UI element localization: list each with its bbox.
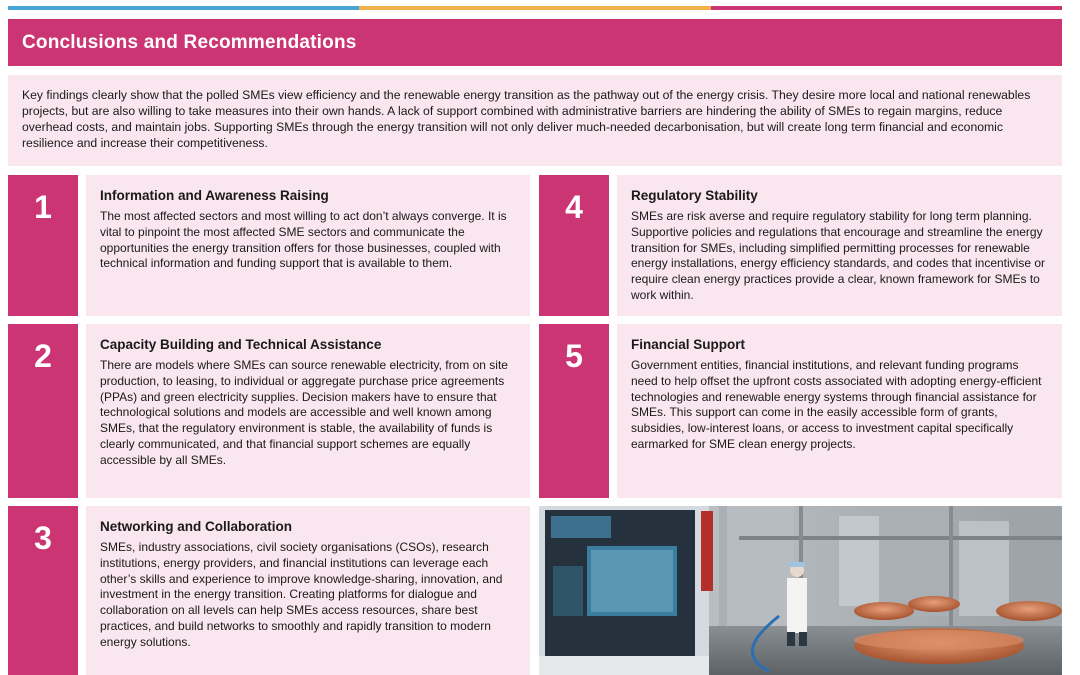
- rec-2-text: There are models where SMEs can source renewable electricity, from on site production, to leasing, to individual or aggregate purchase price agreements (PPAs) and green electricity supplies. Decision makers have to ensure that technological solutions and models are accessible and well known among SMEs, that the regulatory environment is stable, the availability of funds is clearly communicated, and that financial support schemes are equally accessible by all SMEs.: [100, 358, 508, 467]
- intro-panel: [8, 75, 1062, 166]
- top-bar-pink: [711, 6, 1062, 10]
- rec-3-number: 3: [8, 506, 78, 675]
- rec-4-number: 4: [539, 175, 609, 316]
- top-bar-orange: [359, 6, 710, 10]
- rec-5-text: Government entities, financial institutions, and relevant funding programs need to help offset the upfront costs associated with adopting energy-efficient technologies and renewable energy systems through financial assistance for SMEs. This support can come in the easily accessible form of grants, subsidies, low-interest loans, or access to investment capital specifically earmarked for SME clean energy projects.: [631, 358, 1042, 451]
- rec-1-number: 1: [8, 175, 78, 316]
- rec-3-title: Networking and Collaboration: [100, 519, 293, 534]
- rec-4-panel: [617, 175, 1062, 316]
- rec-4-text: SMEs are risk averse and require regulatory stability for long term planning. Supportive policies and regulations that encourage and streamline the energy transition for SMEs, including simplified permitting processes for renewable energy installations, energy efficiency standards, and codes that incentivise or require clean energy practices provide a clear, known framework for SMEs to work within.: [631, 209, 1046, 302]
- top-bar-blue: [8, 6, 359, 10]
- rec-1-text: The most affected sectors and most willing to act don’t always converge. It is vital to pinpoint the most affected SME sectors and communicate the opportunities the energy transition offers for those businesses, coupled with technical information and funding support that is available to them.: [100, 209, 507, 271]
- rec-1-title: Information and Awareness Raising: [100, 188, 329, 203]
- page-title: Conclusions and Recommendations: [22, 31, 357, 53]
- rec-3-panel: [86, 506, 530, 675]
- rec-5-panel: [617, 324, 1062, 498]
- section-header: [8, 19, 1062, 66]
- intro-text: Key findings clearly show that the polled SMEs view efficiency and the renewable energy transition as the pathway out of the energy crisis. They desire more local and national renewables projects, but are also willing to take measures into their own hands. A lack of support combined with administrative barriers are hindering the ability of SMEs to regain margins, reduce overhead costs, and maintain jobs. Supporting SMEs through the energy transition will not only deliver much-needed decarbonisation, but will create long term financial and economic resilience and increase their competitiveness.: [22, 88, 1031, 150]
- rec-1-panel: [86, 175, 530, 316]
- rec-2-number: 2: [8, 324, 78, 498]
- rec-5-title: Financial Support: [631, 337, 746, 352]
- factory-photo: [539, 506, 1062, 675]
- rec-5-number: 5: [539, 324, 609, 498]
- rec-2-title: Capacity Building and Technical Assistance: [100, 337, 382, 352]
- rec-2-panel: [86, 324, 530, 498]
- top-color-bar: [8, 6, 1062, 10]
- rec-4-title: Regulatory Stability: [631, 188, 758, 203]
- rec-3-text: SMEs, industry associations, civil society organisations (CSOs), research institutions, energy providers, and financial institutions can leverage each other’s skills and experience to improve knowledge-sharing, innovation, and investment in the energy transition. Creating platforms for dialogue and collaboration on all levels can help SMEs access resources, share best practices, and build networks to smoothly and rapidly transition to modern energy solutions.: [100, 540, 503, 649]
